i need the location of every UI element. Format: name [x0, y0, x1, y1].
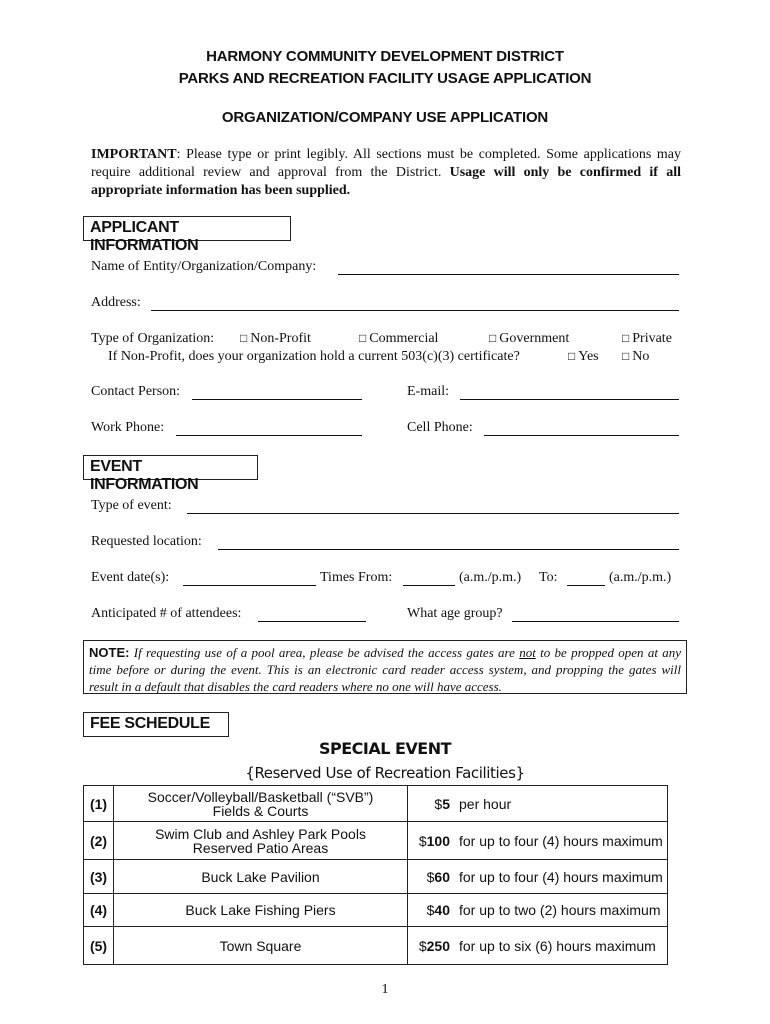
note-text-before: If requesting use of a pool area, please be advised the access gates are — [129, 645, 520, 660]
note-text-after: to be propped open at any time before or during the event. This is an electronic card reader access system, and propping the gates will result in a default that disables the card readers where no one will have access. — [89, 645, 681, 694]
fee-row-terms: for up to four (4) hours maximum — [453, 822, 668, 860]
fee-row — [84, 786, 668, 822]
no-label: No — [632, 349, 650, 364]
fee-row-number: (4) — [84, 894, 114, 927]
entity-name-field[interactable] — [338, 262, 679, 275]
fee-schedule-heading: FEE SCHEDULE — [83, 712, 229, 737]
fee-row — [84, 927, 668, 965]
fee-row-facility — [114, 822, 408, 860]
fee-row-number: (2) — [84, 822, 114, 860]
fee-table — [83, 785, 668, 965]
fee-row-number: (1) — [84, 786, 114, 822]
facility-line-2: Fields & Courts — [212, 802, 309, 819]
header-line-2: PARKS AND RECREATION FACILITY USAGE APPLICATION — [178, 70, 592, 87]
age-group-field[interactable] — [512, 609, 679, 622]
address-label: Address: — [91, 295, 141, 310]
nonprofit-checkbox[interactable]: □ — [240, 331, 248, 345]
header-line-1: HARMONY COMMUNITY DEVELOPMENT DISTRICT — [206, 48, 564, 65]
fee-row-number: (3) — [84, 860, 114, 894]
requested-location-label: Requested location: — [91, 534, 202, 549]
commercial-label: Commercial — [369, 331, 439, 346]
times-from-label: Times From: — [320, 570, 393, 585]
price-amount: 250 — [426, 937, 450, 954]
org-type-label: Type of Organization: — [91, 331, 215, 346]
fee-row-terms: per hour — [453, 786, 668, 822]
times-to-field[interactable] — [567, 573, 605, 586]
important-paragraph — [91, 146, 681, 200]
currency-symbol: $ — [418, 832, 427, 849]
price-amount: 40 — [434, 902, 450, 918]
attendees-field[interactable] — [258, 609, 366, 622]
org-type-nonprofit-option[interactable] — [240, 331, 311, 347]
work-phone-label: Work Phone: — [91, 420, 165, 435]
important-bold-text: Usage will only be confirmed if all appropriate information has been supplied. — [91, 165, 681, 198]
fee-row — [84, 894, 668, 927]
cell-phone-field[interactable] — [484, 423, 679, 436]
event-dates-label: Event date(s): — [91, 570, 170, 585]
entity-name-label: Name of Entity/Organization/Company: — [91, 259, 317, 274]
note-underlined: not — [519, 645, 536, 660]
email-label: E-mail: — [407, 384, 449, 399]
attendees-label: Anticipated # of attendees: — [91, 606, 242, 621]
nonprofit-no-option[interactable] — [622, 349, 649, 365]
fee-row — [84, 860, 668, 894]
special-event-title: SPECIAL EVENT — [318, 739, 452, 758]
special-event-subtitle: {Reserved Use of Recreation Facilities} — [245, 764, 525, 782]
fee-row-facility — [114, 786, 408, 822]
address-field[interactable] — [151, 298, 679, 311]
event-type-field[interactable] — [187, 501, 679, 514]
fee-row-price — [408, 894, 454, 927]
fee-row-facility: Town Square — [114, 927, 408, 965]
times-from-ampm: (a.m./p.m.) — [459, 570, 522, 585]
facility-line-1: Swim Club and Ashley Park Pools — [155, 825, 366, 842]
nonprofit-question: If Non-Profit, does your organization hold a current 503(c)(3) certificate? — [108, 349, 520, 364]
yes-label: Yes — [578, 349, 599, 364]
facility-line-1: Soccer/Volleyball/Basketball (“SVB”) — [147, 788, 374, 805]
price-amount: 60 — [434, 868, 450, 885]
private-checkbox[interactable]: □ — [622, 331, 630, 345]
requested-location-field[interactable] — [218, 537, 679, 550]
currency-symbol: $ — [426, 902, 435, 918]
fee-row-price — [408, 822, 454, 860]
fee-row-terms: for up to two (2) hours maximum — [453, 894, 668, 927]
private-label: Private — [632, 331, 672, 346]
nonprofit-label: Non-Profit — [250, 331, 311, 346]
times-to-label: To: — [539, 570, 558, 585]
price-amount: 100 — [426, 832, 450, 849]
facility-line-2: Reserved Patio Areas — [192, 839, 329, 856]
important-lead: IMPORTANT — [91, 147, 177, 162]
currency-symbol: $ — [418, 937, 427, 954]
contact-person-field[interactable] — [192, 387, 362, 400]
no-checkbox[interactable]: □ — [622, 349, 630, 363]
form-subtitle: ORGANIZATION/COMPANY USE APPLICATION — [221, 109, 549, 126]
currency-symbol: $ — [426, 868, 435, 885]
work-phone-field[interactable] — [176, 423, 362, 436]
event-dates-field[interactable] — [183, 573, 316, 586]
times-to-ampm: (a.m./p.m.) — [609, 570, 672, 585]
important-text: : Please type or print legibly. All sections must be completed. Some applications may require additional review and approval from the District. — [91, 147, 681, 180]
email-field[interactable] — [460, 387, 679, 400]
fee-row-terms: for up to four (4) hours maximum — [453, 860, 668, 894]
times-from-field[interactable] — [403, 573, 455, 586]
applicant-info-heading: APPLICANT INFORMATION — [83, 216, 291, 241]
event-info-heading: EVENT INFORMATION — [83, 455, 258, 480]
fee-row-price — [408, 786, 454, 822]
pool-access-note — [83, 640, 687, 694]
cell-phone-label: Cell Phone: — [407, 420, 473, 435]
age-group-label: What age group? — [407, 606, 503, 621]
government-label: Government — [499, 331, 570, 346]
fee-row-facility: Buck Lake Fishing Piers — [114, 894, 408, 927]
fee-row — [84, 822, 668, 860]
fee-row-price — [408, 927, 454, 965]
org-type-government-option[interactable] — [489, 331, 569, 347]
fee-row-price — [408, 860, 454, 894]
nonprofit-yes-option[interactable] — [568, 349, 599, 365]
org-type-commercial-option[interactable] — [359, 331, 438, 347]
contact-person-label: Contact Person: — [91, 384, 181, 399]
note-lead: NOTE: — [89, 645, 130, 660]
commercial-checkbox[interactable]: □ — [359, 331, 367, 345]
fee-row-terms: for up to six (6) hours maximum — [453, 927, 668, 965]
price-amount: 5 — [442, 795, 450, 812]
yes-checkbox[interactable]: □ — [568, 349, 576, 363]
fee-row-number: (5) — [84, 927, 114, 965]
org-type-private-option[interactable] — [622, 331, 672, 347]
event-type-label: Type of event: — [91, 498, 172, 513]
page-number: 1 — [381, 982, 389, 997]
currency-symbol: $ — [434, 795, 443, 812]
entity-name-row — [91, 259, 316, 275]
government-checkbox[interactable]: □ — [489, 331, 497, 345]
fee-row-facility: Buck Lake Pavilion — [114, 860, 408, 894]
